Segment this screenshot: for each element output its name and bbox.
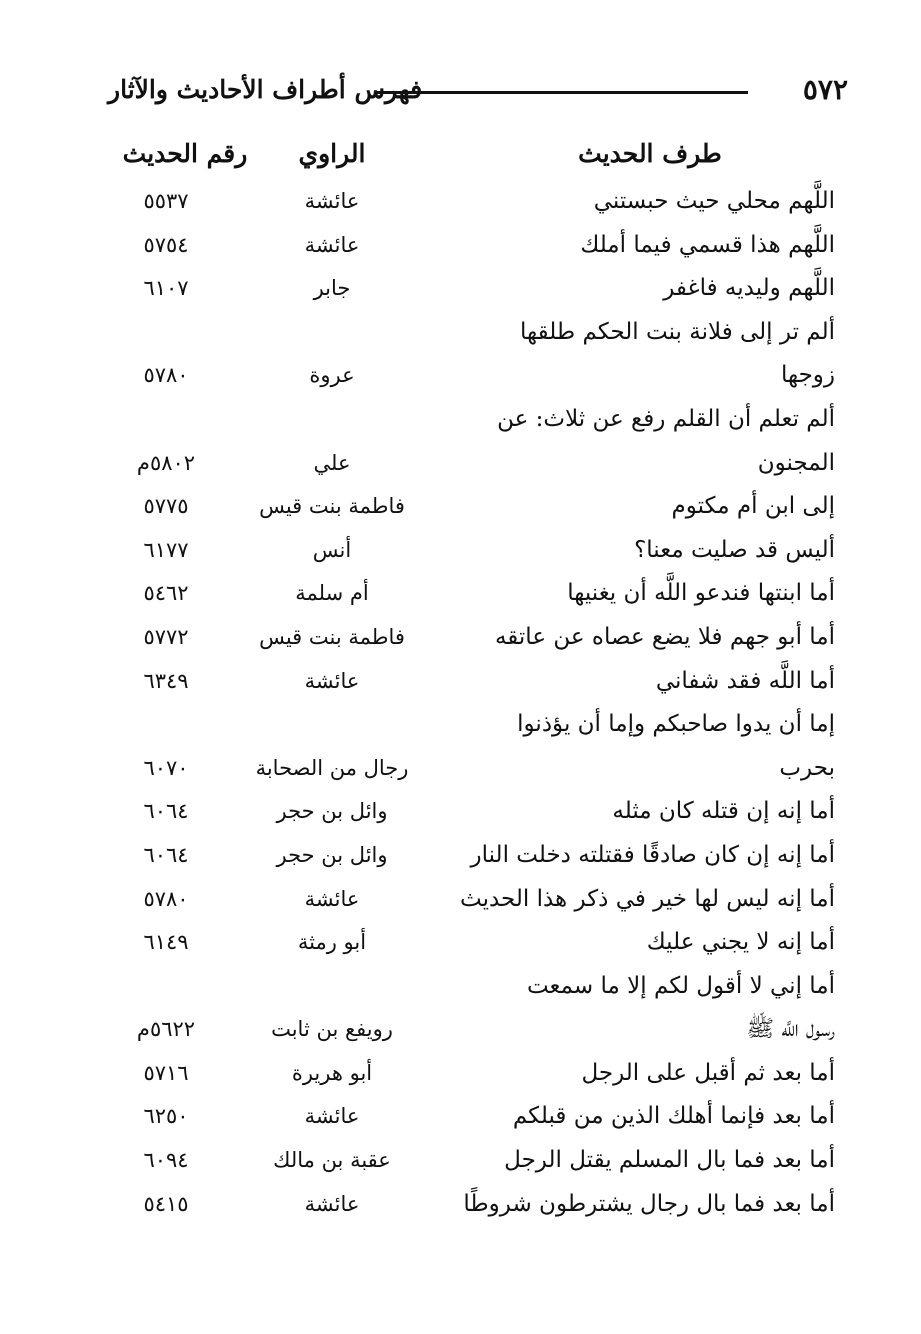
hadith-text: اللَّهم وليديه فاغفر xyxy=(663,275,835,302)
hadith-text: أما إنه ليس لها خير في ذكر هذا الحديث xyxy=(459,885,835,912)
table-row xyxy=(0,572,921,616)
table-row xyxy=(0,878,921,922)
table-row xyxy=(0,267,921,311)
hadith-number: ٥٦٢٢م xyxy=(136,1017,196,1042)
hadith-text: زوجها xyxy=(780,362,835,389)
table-row xyxy=(0,834,921,878)
hadith-text: أما اللَّه فقد شفاني xyxy=(655,667,835,694)
narrator-name: عائشة xyxy=(304,189,360,213)
hadith-number: ٦٠٦٤ xyxy=(143,799,189,824)
table-row xyxy=(0,1139,921,1183)
hadith-text: رسول اللَّه ﷺ xyxy=(746,1016,835,1043)
hadith-text: أما بعد ثم أقبل على الرجل xyxy=(581,1059,835,1086)
hadith-number: ٥٧٨٠ xyxy=(143,363,189,388)
narrator-name: أبو هريرة xyxy=(291,1060,373,1085)
hadith-text: إلى ابن أم مكتوم xyxy=(671,493,835,520)
narrator-name: فاطمة بنت قيس xyxy=(259,494,405,519)
table-row xyxy=(0,224,921,268)
narrator-name: وائل بن حجر xyxy=(276,842,388,867)
table-row xyxy=(0,529,921,573)
table-row xyxy=(0,1095,921,1139)
hadith-text: أما إنه لا يجني عليك xyxy=(646,929,835,956)
narrator-name: عائشة xyxy=(304,1104,360,1129)
hadith-text: اللَّهم هذا قسمي فيما أملك xyxy=(580,231,835,258)
narrator-name: عقبة بن مالك xyxy=(273,1148,391,1173)
narrator-name: أبو رمثة xyxy=(297,930,367,955)
hadith-number: ٥٧٧٢ xyxy=(143,624,189,649)
hadith-number: ٦٠٦٤ xyxy=(143,842,189,867)
table-row xyxy=(0,921,921,965)
table-row xyxy=(0,790,921,834)
hadith-text: أما ابنتها فندعو اللَّه أن يغنيها xyxy=(567,580,835,607)
hadith-text: أليس قد صليت معنا؟ xyxy=(634,536,835,563)
table-row xyxy=(0,1008,921,1052)
hadith-number: ٦١٤٩ xyxy=(143,930,189,955)
index-table xyxy=(0,180,921,1226)
hadith-text: اللَّهم محلي حيث حبستني xyxy=(593,188,835,214)
hadith-text: أما بعد فما بال رجال يشترطون شروطًا xyxy=(463,1190,835,1217)
hadith-text: بحرب xyxy=(779,754,835,781)
table-row xyxy=(0,616,921,660)
table-row xyxy=(0,485,921,529)
narrator-name: علي xyxy=(313,450,351,475)
hadith-number: ٥٧١٦ xyxy=(143,1060,189,1085)
column-header-hadith: طرف الحديث xyxy=(578,139,722,168)
header-rule xyxy=(376,91,748,94)
narrator-name: رويفع بن ثابت xyxy=(271,1017,393,1042)
hadith-number: ٥٨٠٢م xyxy=(136,450,196,475)
table-row xyxy=(0,747,921,791)
narrator-name: عائشة xyxy=(304,232,360,257)
table-row xyxy=(0,442,921,486)
table-row xyxy=(0,1183,921,1227)
hadith-number: ٥٧٨٠ xyxy=(143,886,189,911)
hadith-number: ٦٠٩٤ xyxy=(143,1148,189,1173)
table-row xyxy=(0,398,921,442)
hadith-text: أما إنه إن كان صادقًا فقتلته دخلت النار xyxy=(470,841,835,868)
hadith-number: ٦١٠٧ xyxy=(143,276,189,301)
hadith-number: ٦٠٧٠ xyxy=(143,755,189,780)
hadith-text: أما أبو جهم فلا يضع عصاه عن عاتقه xyxy=(494,623,835,650)
narrator-name: رجال من الصحابة xyxy=(255,755,409,780)
hadith-text: إما أن يدوا صاحبكم وإما أن يؤذنوا xyxy=(517,711,835,738)
hadith-number: ٦٢٥٠ xyxy=(143,1104,189,1129)
narrator-name: عائشة xyxy=(304,668,360,693)
hadith-text: أما بعد فما بال المسلم يقتل الرجل xyxy=(504,1147,835,1174)
hadith-number: ٥٧٥٤ xyxy=(143,232,189,257)
narrator-name: أنس xyxy=(312,537,352,562)
table-row xyxy=(0,180,921,224)
page-number: ٥٧٢ xyxy=(802,73,848,106)
hadith-number: ٥٤١٥ xyxy=(143,1191,189,1216)
hadith-number: ٦١٧٧ xyxy=(143,537,189,562)
running-title: فهرس أطراف الأحاديث والآثار xyxy=(108,75,423,104)
hadith-text: المجنون xyxy=(757,449,835,476)
table-row xyxy=(0,354,921,398)
hadith-number: ٦٣٤٩ xyxy=(143,668,189,693)
hadith-text: أما إني لا أقول لكم إلا ما سمعت xyxy=(526,972,835,999)
hadith-text: أما بعد فإنما أهلك الذين من قبلكم xyxy=(512,1103,835,1130)
narrator-name: وائل بن حجر xyxy=(276,799,388,824)
hadith-number: ٥٧٧٥ xyxy=(143,494,189,519)
table-row xyxy=(0,965,921,1009)
narrator-name: أم سلمة xyxy=(295,581,369,606)
column-header-number: رقم الحديث xyxy=(122,139,248,168)
table-row xyxy=(0,703,921,747)
narrator-name: عائشة xyxy=(304,1191,360,1216)
hadith-text: ألم تر إلى فلانة بنت الحكم طلقها xyxy=(519,318,835,345)
hadith-number: ٥٤٦٢ xyxy=(143,581,189,606)
narrator-name: فاطمة بنت قيس xyxy=(259,624,405,649)
narrator-name: عروة xyxy=(309,363,355,388)
table-row xyxy=(0,660,921,704)
hadith-text: أما إنه إن قتله كان مثله xyxy=(612,798,835,825)
hadith-number: ٥٥٣٧ xyxy=(143,189,189,213)
column-header-narrator: الراوي xyxy=(298,139,366,168)
hadith-text: ألم تعلم أن القلم رفع عن ثلاث: عن xyxy=(497,405,835,432)
table-row xyxy=(0,1052,921,1096)
page-header xyxy=(108,70,848,110)
narrator-name: عائشة xyxy=(304,886,360,911)
table-row xyxy=(0,311,921,355)
narrator-name: جابر xyxy=(313,276,351,301)
